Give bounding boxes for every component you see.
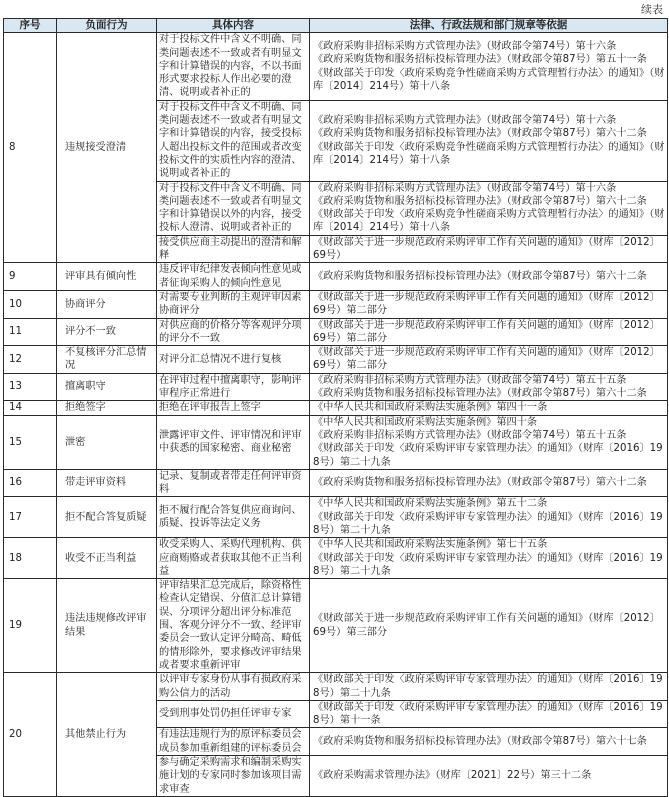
- row-number: 8: [4, 33, 57, 263]
- legal-citation: 《财政部关于印发〈政府采购评审专家管理办法〉的通知》（财库〔2016〕198号）第十一条: [313, 701, 663, 727]
- legal-citation: 《财政部关于进一步规范政府采购评审工作有关问题的通知》（财库〔2012〕69号）: [313, 236, 660, 262]
- legal-basis: [310, 263, 668, 291]
- legal-basis: [310, 318, 668, 346]
- legal-basis: [310, 497, 668, 538]
- legal-citation: 《中华人民共和国政府采购法实施条例》第五十二条: [313, 498, 548, 510]
- specific-content: 对于投标文件中含义不明确、同类问题表述不一致或者有明显文字和计算错误以外的内容，接受投标人澄清、说明或者补正的: [157, 181, 310, 235]
- specific-content: 记录、复制或者带走任何评审资料: [157, 469, 310, 497]
- legal-citation: 《财政部关于印发〈政府采购评审专家管理办法〉的通知》（财库〔2016〕198号）第二十九条: [313, 443, 663, 468]
- legal-citation: 《政府采购非招标采购方式管理办法》（财政部令第74号）第五十五条: [313, 374, 627, 386]
- legal-basis: [310, 290, 668, 318]
- legal-basis: [310, 469, 668, 497]
- legal-citation: 《政府采购货物和服务招标投标管理办法》（财政部令第87号）第六十二条: [313, 388, 647, 400]
- specific-content: 对评分汇总情况不进行复核: [157, 346, 310, 374]
- legal-citation: 《政府采购非招标采购方式管理办法》（财政部令第74号）第十六条: [313, 40, 617, 52]
- specific-content: 对于投标文件中含义不明确、同类问题表述不一致或者有明显文字和计算错误的内容，接受投标人超出投标文件的范围或者改变投标文件的实质性内容的澄清、说明或者补正的: [157, 100, 310, 181]
- row-number: 16: [4, 469, 57, 497]
- specific-content: 对供应商的价格分等客观评分项的评分不一致: [157, 318, 310, 346]
- table-row: [4, 318, 668, 346]
- legal-citation: 《政府采购非招标采购方式管理办法》（财政部令第74号）第五十五条: [313, 429, 627, 441]
- specific-content: 收受采购人、采购代理机构、供应商贿赂或者获取其他不正当利益: [157, 538, 310, 579]
- negative-behavior: 协商评分: [57, 290, 157, 318]
- header-content: 具体内容: [157, 19, 310, 33]
- row-number: 10: [4, 290, 57, 318]
- header-legal-basis: 法律、行政法规和部门规章等依据: [310, 19, 668, 33]
- row-number: 13: [4, 373, 57, 401]
- legal-basis: [310, 538, 668, 579]
- legal-citation: 《财政部关于进一步规范政府采购评审工作有关问题的通知》（财库〔2012〕69号）第二部分: [313, 347, 660, 372]
- legal-citation: 《政府采购需求管理办法》（财库〔2021〕22号）第三十二条: [313, 770, 592, 782]
- negative-behavior: 违规接受澄清: [57, 33, 157, 263]
- legal-citation: 《财政部关于印发〈政府采购竞争性磋商采购方式管理暂行办法〉的通知》（财库〔2014〕214号）第十八条: [313, 209, 665, 234]
- negative-behavior: 拒不配合答复质疑: [57, 497, 157, 538]
- table-row: [4, 579, 668, 673]
- table-row: [4, 401, 668, 415]
- header-behavior: 负面行为: [57, 19, 157, 33]
- legal-basis: [310, 373, 668, 401]
- specific-content: 拒不履行配合答复供应商询问、质疑、投诉等法定义务: [157, 497, 310, 538]
- legal-basis: [310, 415, 668, 469]
- legal-basis: [310, 401, 668, 415]
- table-row: [4, 415, 668, 469]
- table-row: [4, 673, 668, 701]
- legal-citation: 《政府采购非招标采购方式管理办法》（财政部令第74号）第十六条: [313, 115, 617, 127]
- legal-basis: [310, 673, 668, 701]
- legal-citation: 《财政部关于印发〈政府采购评审专家管理办法〉的通知》（财库〔2016〕198号）第二十九条: [313, 552, 663, 577]
- legal-citation: 《政府采购货物和服务招标投标管理办法》（财政部令第87号）第六十七条: [313, 736, 647, 748]
- legal-citation: 《政府采购非招标采购方式管理办法》（财政部令第74号）第十六条: [313, 182, 617, 194]
- legal-citation: 《政府采购货物和服务招标投标管理办法》（财政部令第87号）第六十二条: [313, 128, 647, 140]
- row-number: 12: [4, 346, 57, 374]
- legal-citation: 《中华人民共和国政府采购法实施条例》第四十一条: [313, 402, 548, 414]
- negative-behavior: 泄密: [57, 415, 157, 469]
- legal-basis: [310, 728, 668, 756]
- specific-content: 接受供应商主动提出的澄清和解释: [157, 235, 310, 263]
- negative-behavior: 评分不一致: [57, 318, 157, 346]
- continued-label: 续表: [641, 3, 663, 16]
- table-row: [4, 33, 668, 100]
- header-number: 序号: [4, 19, 57, 33]
- specific-content: 在评审过程中擅离职守，影响评审程序正常进行: [157, 373, 310, 401]
- legal-citation: 《财政部关于进一步规范政府采购评审工作有关问题的通知》（财库〔2012〕69号）第二部分: [313, 291, 660, 317]
- legal-citation: 《财政部关于进一步规范政府采购评审工作有关问题的通知》（财库〔2012〕69号）第三部分: [313, 613, 660, 638]
- legal-basis: [310, 100, 668, 181]
- legal-basis: [310, 700, 668, 728]
- legal-citation: 《政府采购货物和服务招标投标管理办法》（财政部令第87号）第五十一条: [313, 54, 647, 66]
- legal-citation: 《财政部关于印发〈政府采购评审专家管理办法〉的通知》（财库〔2016〕198号）第二十九条: [313, 511, 663, 536]
- legal-citation: 《中华人民共和国政府采购法实施条例》第七十五条: [313, 539, 548, 551]
- negative-behavior: 不复核评分汇总情况: [57, 346, 157, 374]
- specific-content: 违反评审纪律发表倾向性意见或者征询采购人的倾向性意见: [157, 263, 310, 291]
- row-number: 20: [4, 673, 57, 797]
- negative-behavior-table: [3, 18, 668, 797]
- row-number: 18: [4, 538, 57, 579]
- specific-content: 受到刑事处罚仍担任评审专家: [157, 700, 310, 728]
- legal-basis: [310, 756, 668, 797]
- specific-content: 以评审专家身份从事有损政府采购公信力的活动: [157, 673, 310, 701]
- legal-basis: [310, 33, 668, 100]
- specific-content: 参与确定采购需求和编制采购实施计划的专家同时参加该项目需求审查: [157, 756, 310, 797]
- table-row: [4, 469, 668, 497]
- specific-content: 泄露评审文件、评审情况和评审中获悉的国家秘密、商业秘密: [157, 415, 310, 469]
- specific-content: 拒绝在评审报告上签字: [157, 401, 310, 415]
- legal-basis: [310, 181, 668, 235]
- specific-content: 对于投标文件中含义不明确、同类问题表述不一致或者有明显文字和计算错误的内容，不以书面形式要求投标人作出必要的澄清、说明或者补正的: [157, 33, 310, 100]
- table-body: [4, 33, 668, 797]
- legal-basis: [310, 235, 668, 263]
- row-number: 11: [4, 318, 57, 346]
- legal-citation: 《政府采购货物和服务招标投标管理办法》（财政部令第87号）第六十二条: [313, 477, 647, 489]
- row-number: 17: [4, 497, 57, 538]
- negative-behavior: 带走评审资料: [57, 469, 157, 497]
- row-number: 9: [4, 263, 57, 291]
- table-header-row: [4, 19, 668, 33]
- table-row: [4, 538, 668, 579]
- table-row: [4, 263, 668, 291]
- table-row: [4, 290, 668, 318]
- row-number: 15: [4, 415, 57, 469]
- negative-behavior: 评审具有倾向性: [57, 263, 157, 291]
- row-number: 14: [4, 401, 57, 415]
- negative-behavior: 其他禁止行为: [57, 673, 157, 797]
- legal-citation: 《财政部关于印发〈政府采购评审专家管理办法〉的通知》（财库〔2016〕198号）第二十九条: [313, 674, 663, 699]
- legal-citation: 《财政部关于进一步规范政府采购评审工作有关问题的通知》（财库〔2012〕69号）第二部分: [313, 319, 660, 344]
- negative-behavior: 拒绝签字: [57, 401, 157, 415]
- specific-content: 对需要专业判断的主观评审因素协商评分: [157, 290, 310, 318]
- legal-citation: 《政府采购货物和服务招标投标管理办法》（财政部令第87号）第六十二条: [313, 195, 647, 207]
- legal-citation: 《财政部关于印发〈政府采购竞争性磋商采购方式管理暂行办法〉的通知》（财库〔2014〕214号）第十八条: [313, 67, 665, 92]
- legal-citation: 《中华人民共和国政府采购法实施条例》第四十条: [313, 416, 538, 428]
- negative-behavior: 收受不正当利益: [57, 538, 157, 579]
- specific-content: 评审结果汇总完成后，除资格性检查认定错误、分值汇总计算错误、分项评分超出评分标准范围、客观分评分不一致、经评审委员会一致认定评分畸高、畸低的情形除外，要求修改评审结果或者要求重新评审: [157, 579, 310, 673]
- legal-citation: 《政府采购货物和服务招标投标管理办法》（财政部令第87号）第六十二条: [313, 270, 647, 282]
- table-row: [4, 373, 668, 401]
- negative-behavior: 违法违规修改评审结果: [57, 579, 157, 673]
- legal-basis: [310, 346, 668, 374]
- legal-basis: [310, 579, 668, 673]
- table-row: [4, 497, 668, 538]
- negative-behavior: 擅离职守: [57, 373, 157, 401]
- legal-citation: 《财政部关于印发〈政府采购竞争性磋商采购方式管理暂行办法〉的通知》（财库〔2014〕214号）第十八条: [313, 141, 665, 166]
- specific-content: 有违法违规行为的原评标委员会成员参加重新组建的评标委员会: [157, 728, 310, 756]
- table-row: [4, 346, 668, 374]
- row-number: 19: [4, 579, 57, 673]
